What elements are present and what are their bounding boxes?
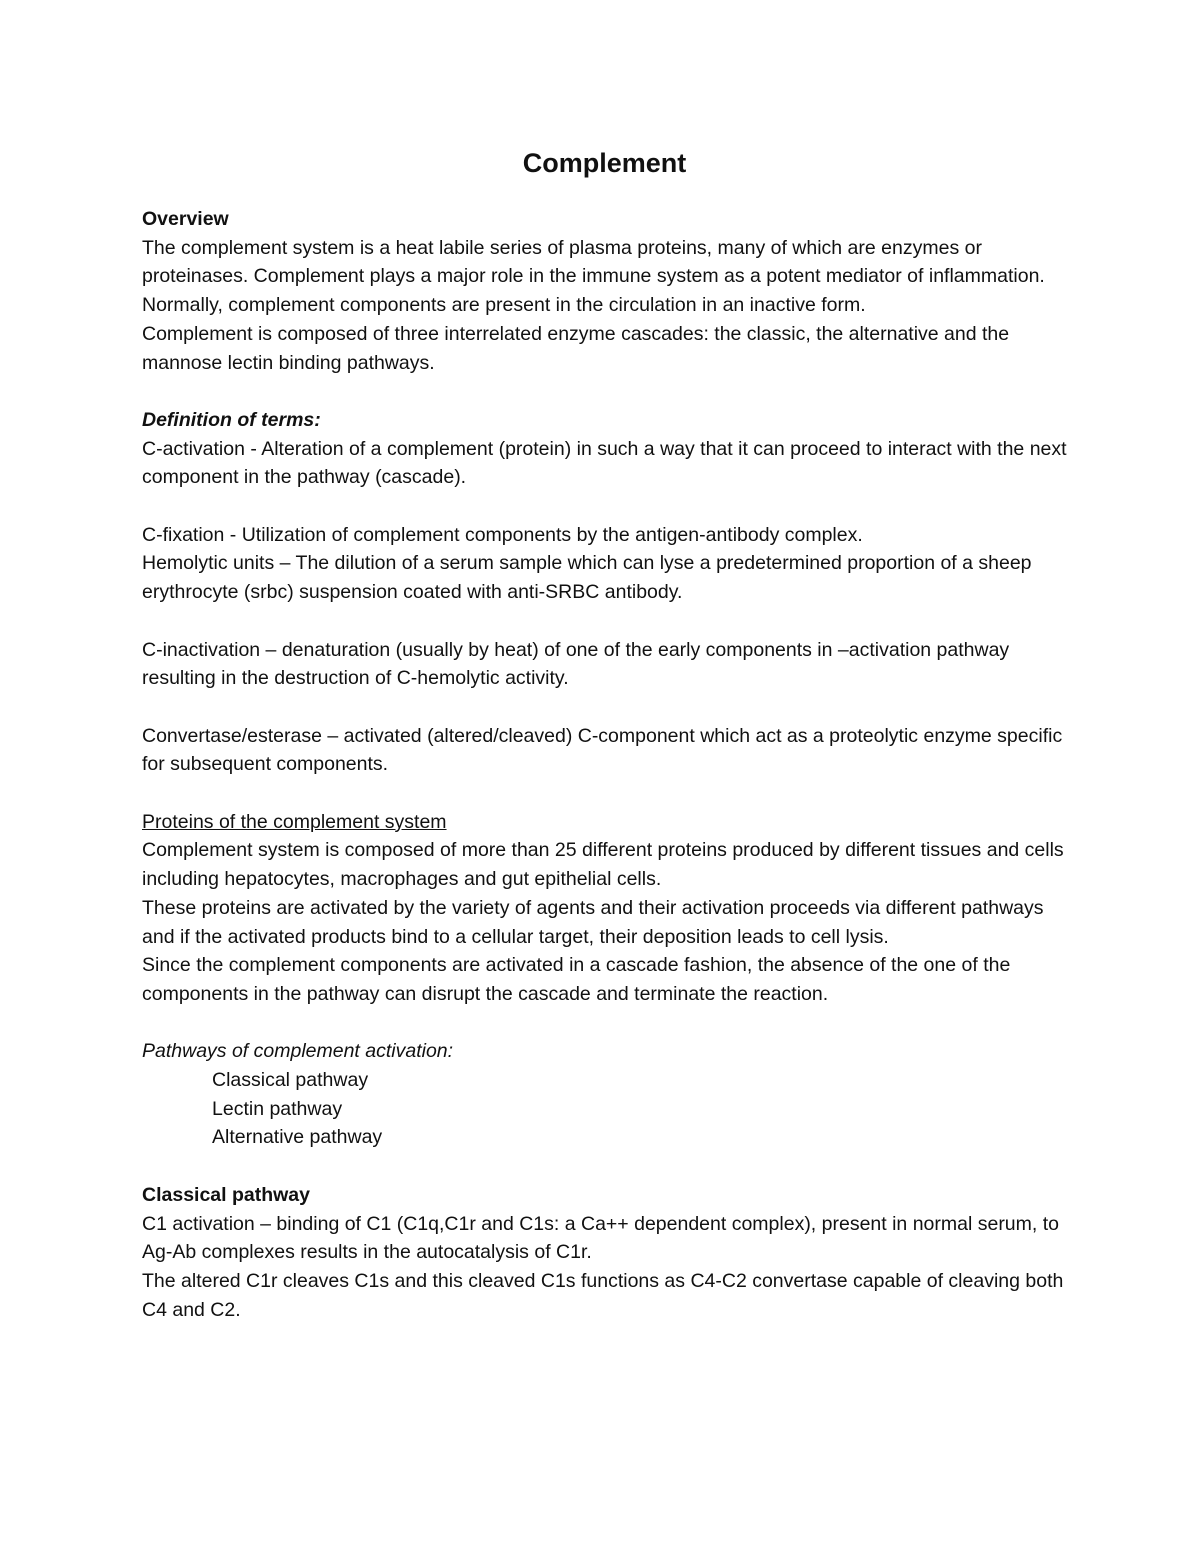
- document-title: Complement: [522, 148, 687, 178]
- definitions-heading: Definition of terms:: [142, 408, 321, 431]
- pathway-list-item: Classical pathway: [212, 1069, 369, 1091]
- classical-paragraph-2: The altered C1r cleaves C1s and this cleaved C1s functions as C4-C2 convertase capable of cleaving both C4 and C2.: [142, 1269, 1064, 1321]
- proteins-paragraph-1: Complement system is composed of more than 25 different proteins produced by different tissues and cells including hepatocytes, macrophages and gut epithelial cells.: [142, 839, 1064, 891]
- definition-c-inactivation: C-inactivation – denaturation (usually by heat) of one of the early components in –activation pathway resulting in the destruction of C-hemolytic activity.: [142, 638, 1010, 690]
- overview-paragraph-3: Complement is composed of three interrelated enzyme cascades: the classic, the alternative and the mannose lectin binding pathways.: [142, 322, 1010, 374]
- pathway-list-item: Lectin pathway: [212, 1097, 343, 1120]
- proteins-heading: Proteins of the complement system: [142, 810, 447, 833]
- overview-paragraph-2: Normally, complement components are present in the circulation in an inactive form.: [142, 294, 866, 317]
- classical-paragraph-1: C1 activation – binding of C1 (C1q,C1r and C1s: a Ca++ dependent complex), present in normal serum, to Ag-Ab complexes results in the autocatalysis of C1r.: [142, 1212, 1059, 1264]
- definition-convertase: Convertase/esterase – activated (altered/cleaved) C-component which act as a proteolytic enzyme specific for subsequent components.: [142, 724, 1063, 776]
- document-page: [142, 143, 1067, 1324]
- pathway-list-item: Alternative pathway: [212, 1126, 383, 1149]
- definition-hemolytic-units: Hemolytic units – The dilution of a serum sample which can lyse a predetermined proportion of a sheep erythrocyte (srbc) suspension coated with anti-SRBC antibody.: [142, 552, 1032, 604]
- overview-heading: Overview: [142, 208, 229, 230]
- proteins-paragraph-3: Since the complement components are activated in a cascade fashion, the absence of the one of the components in the pathway can disrupt the cascade and terminate the reaction.: [142, 954, 1011, 1005]
- pathways-heading: Pathways of complement activation:: [142, 1040, 454, 1063]
- proteins-paragraph-2: These proteins are activated by the variety of agents and their activation proceeds via different pathways and if the activated products bind to a cellular target, their deposition leads to cell lysis.: [142, 896, 1044, 948]
- definition-c-fixation: C-fixation - Utilization of complement components by the antigen-antibody complex.: [142, 523, 863, 546]
- definition-c-activation: C-activation - Alteration of a complement (protein) in such a way that it can proceed to interact with the next component in the pathway (cascade).: [142, 437, 1067, 489]
- overview-paragraph-1: The complement system is a heat labile series of plasma proteins, many of which are enzymes or proteinases. Complement plays a major role in the immune system as a potent mediator of inflammation.: [142, 236, 1045, 288]
- classical-heading: Classical pathway: [142, 1183, 310, 1206]
